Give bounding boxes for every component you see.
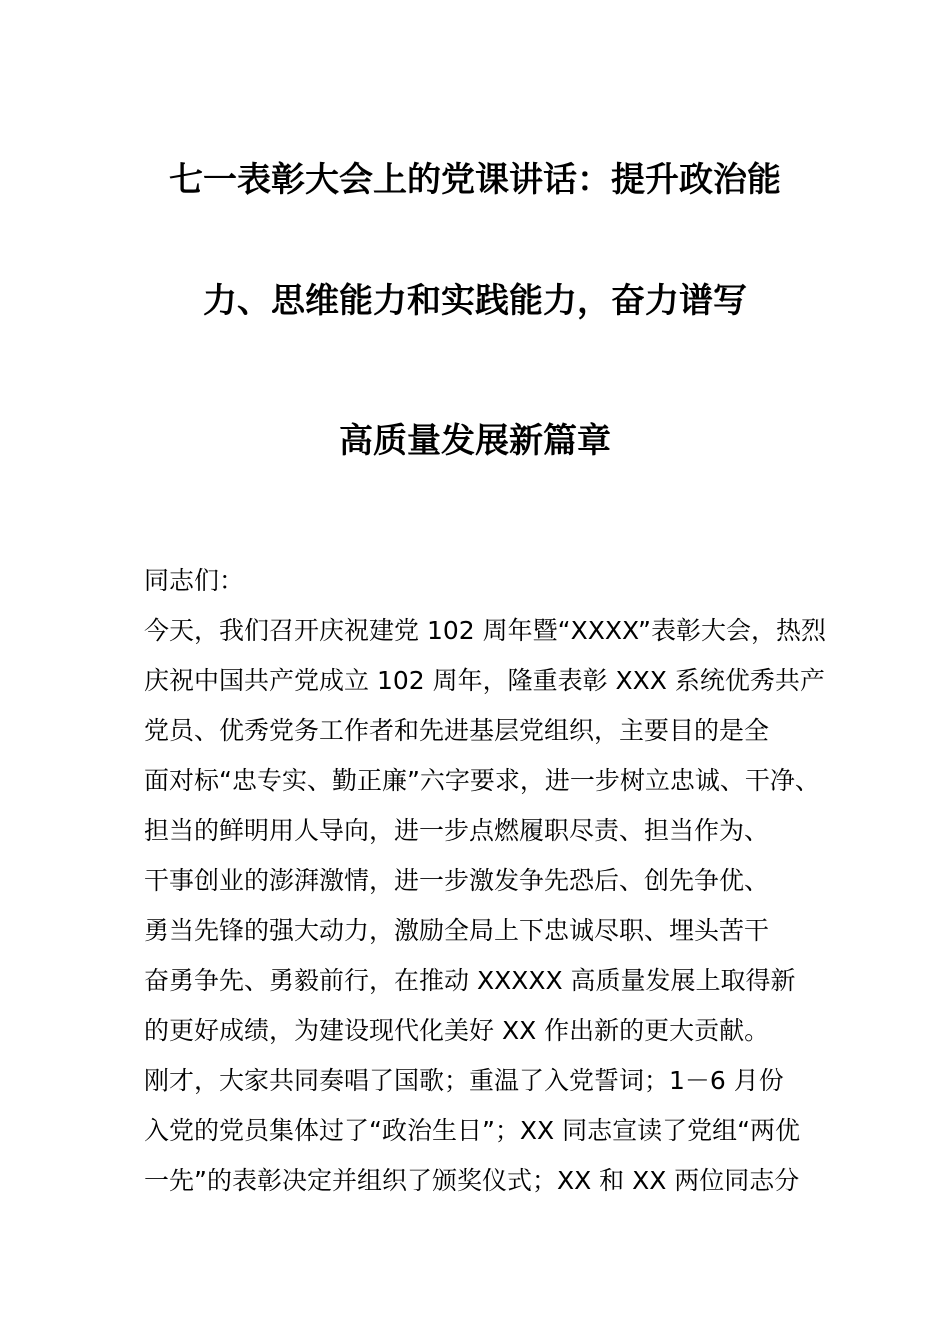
body-line: 刚才，大家共同奏唱了国歌；重温了入党誓词；1－6 月份 [144, 1066, 784, 1095]
title-line-1: 七一表彰大会上的党课讲话：提升政治能 [169, 160, 781, 200]
title-line-2: 力、思维能力和实践能力，奋力谱写 [203, 281, 747, 321]
body-line: 担当的鲜明用人导向，进一步点燃履职尽责、担当作为、 [144, 816, 770, 845]
body-line: 奋勇争先、勇毅前行，在推动 XXXXX 高质量发展上取得新 [144, 966, 796, 995]
body-line: 党员、优秀党务工作者和先进基层党组织，主要目的是全 [144, 716, 770, 745]
body-line: 庆祝中国共产党成立 102 周年，隆重表彰 XXX 系统优秀共产 [144, 666, 825, 695]
body-line: 干事创业的澎湃激情，进一步激发争先恐后、创先争优、 [144, 866, 770, 895]
body-line: 今天，我们召开庆祝建党 102 周年暨“XXXX”表彰大会，热烈 [144, 616, 827, 645]
title-line-3: 高质量发展新篇章 [339, 421, 611, 461]
body-line: 入党的党员集体过了“政治生日”；XX 同志宣读了党组“两优 [144, 1116, 801, 1145]
body-line: 一先”的表彰决定并组织了颁奖仪式；XX 和 XX 两位同志分 [144, 1166, 800, 1195]
body-line: 的更好成绩，为建设现代化美好 XX 作出新的更大贡献。 [144, 1016, 770, 1045]
salutation: 同志们： [144, 566, 245, 595]
body-line: 勇当先锋的强大动力，激励全局上下忠诚尽职、埋头苦干 [144, 916, 770, 945]
body-line: 面对标“忠专实、勤正廉”六字要求，进一步树立忠诚、干净、 [144, 766, 820, 795]
